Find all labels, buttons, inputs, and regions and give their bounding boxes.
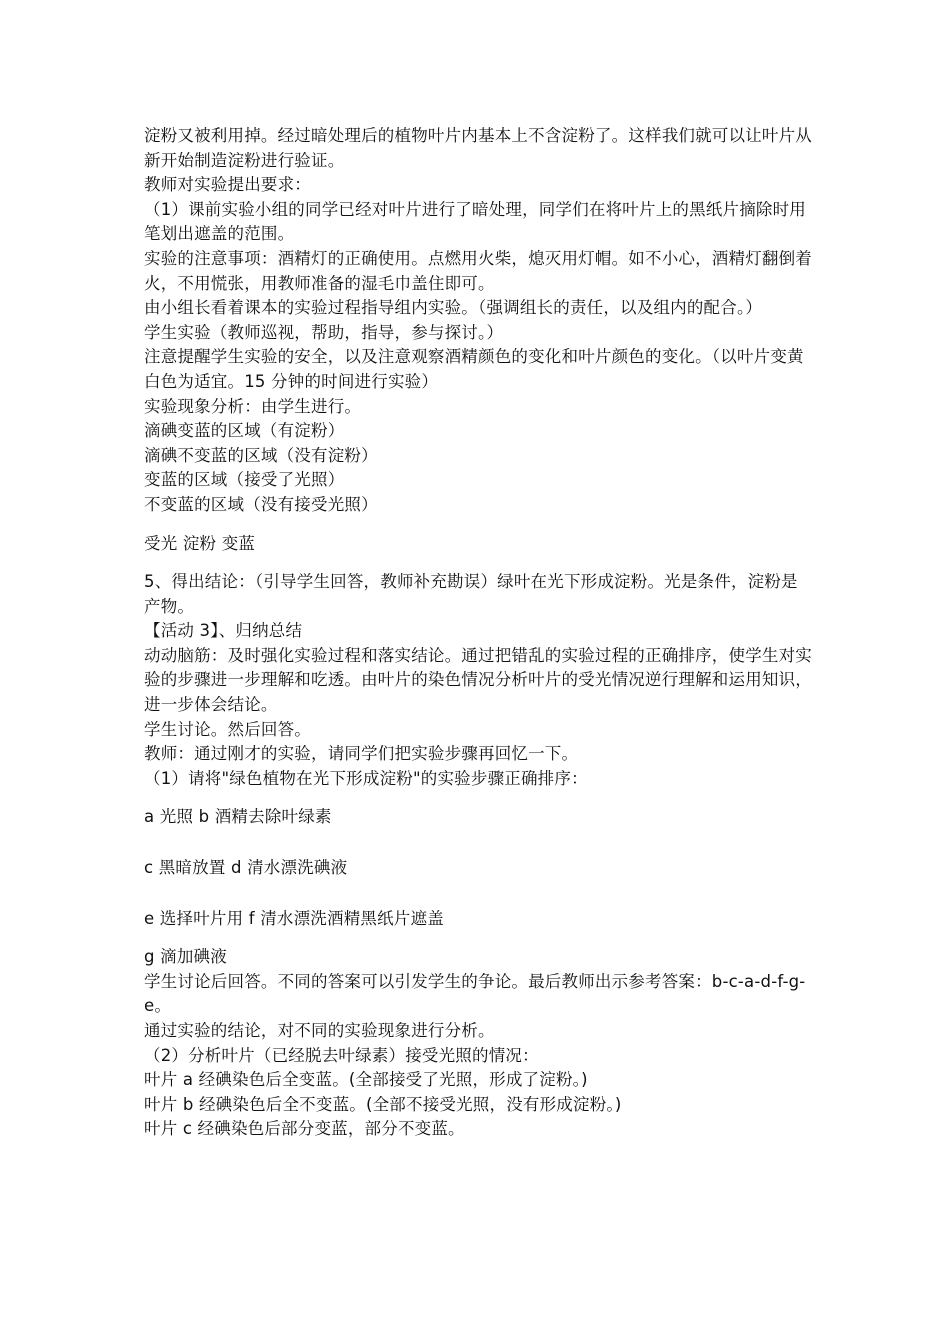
- step-list-line: a 光照 b 酒精去除叶绿素: [144, 807, 332, 827]
- paragraph: 通过实验的结论，对不同的实验现象进行分析。: [144, 1021, 495, 1040]
- paragraph: 动动脑筋：及时强化实验过程和落实结论。通过把错乱的实验过程的正确排序，使学生对实验的步骤进一步理解和吃透。由叶片的染色情况分析叶片的受光情况逆行理解和运用知识，进一步体会结论。: [144, 645, 812, 715]
- paragraph: 淀粉又被利用掉。经过暗处理后的植物叶片内基本上不含淀粉了。这样我们就可以让叶片从新开始制造淀粉进行验证。: [144, 126, 812, 170]
- paragraph: 实验的注意事项：酒精灯的正确使用。点燃用火柴，熄灭用灯帽。如不小心，酒精灯翻倒着火，不用慌张，用教师准备的湿毛巾盖住即可。: [144, 248, 812, 293]
- paragraph: 由小组长看着课本的实验过程指导组内实验。（强调组长的责任，以及组内的配合。）: [144, 298, 763, 318]
- document-body: [144, 124, 814, 1142]
- spacer: [144, 791, 814, 805]
- paragraph: 实验现象分析：由学生进行。: [144, 396, 362, 416]
- paragraph: 变蓝的区域（接受了光照）: [144, 470, 345, 490]
- spacer: [144, 556, 814, 570]
- paragraph: 叶片 a 经碘染色后全变蓝。(全部接受了光照，形成了淀粉。): [144, 1070, 588, 1090]
- paragraph: 叶片 b 经碘染色后全不变蓝。(全部不接受光照，没有形成淀粉。): [144, 1094, 622, 1114]
- paragraph: 教师对实验提出要求：: [144, 175, 311, 195]
- spacer: [144, 830, 814, 856]
- paragraph: （1）课前实验小组的同学已经对叶片进行了暗处理，同学们在将叶片上的黑纸片摘除时用笔划出遮盖的范围。: [144, 199, 806, 244]
- paragraph: 学生实验（教师巡视，帮助，指导，参与探讨。）: [144, 322, 504, 342]
- step-list-line: e 选择叶片用 f 清水漂洗酒精黑纸片遮盖: [144, 908, 444, 928]
- paragraph: 不变蓝的区域（没有接受光照）: [144, 494, 378, 514]
- paragraph: （2）分析叶片（已经脱去叶绿素）接受光照的情况：: [144, 1045, 539, 1065]
- paragraph: 学生讨论后回答。不同的答案可以引发学生的争论。最后教师出示参考答案：b-c-a-d-f-g-e。: [144, 971, 806, 1016]
- section-heading: 【活动 3】、归纳总结: [144, 621, 303, 641]
- spacer: [144, 881, 814, 907]
- paragraph: 滴碘不变蓝的区域（没有淀粉）: [144, 445, 378, 465]
- paragraph: 学生讨论。然后回答。: [144, 719, 311, 739]
- paragraph: 受光 淀粉 变蓝: [144, 533, 256, 553]
- paragraph: 教师：通过刚才的实验，请同学们把实验步骤再回忆一下。: [144, 744, 579, 764]
- paragraph: 滴碘变蓝的区域（有淀粉）: [144, 421, 345, 441]
- spacer: [144, 518, 814, 532]
- paragraph: 注意提醒学生实验的安全，以及注意观察酒精颜色的变化和叶片颜色的变化。（以叶片变黄白色为适宜。15 分钟的时间进行实验）: [144, 347, 804, 391]
- paragraph: 5、得出结论：（引导学生回答，教师补充勘误）绿叶在光下形成淀粉。光是条件，淀粉是产物。: [144, 572, 798, 616]
- spacer: [144, 931, 814, 945]
- step-list-line: g 滴加碘液: [144, 947, 227, 967]
- paragraph: （1）请将"绿色植物在光下形成淀粉"的实验步骤正确排序：: [144, 768, 588, 788]
- paragraph: 叶片 c 经碘染色后部分变蓝，部分不变蓝。: [144, 1119, 465, 1139]
- step-list-line: c 黑暗放置 d 清水漂洗碘液: [144, 858, 348, 878]
